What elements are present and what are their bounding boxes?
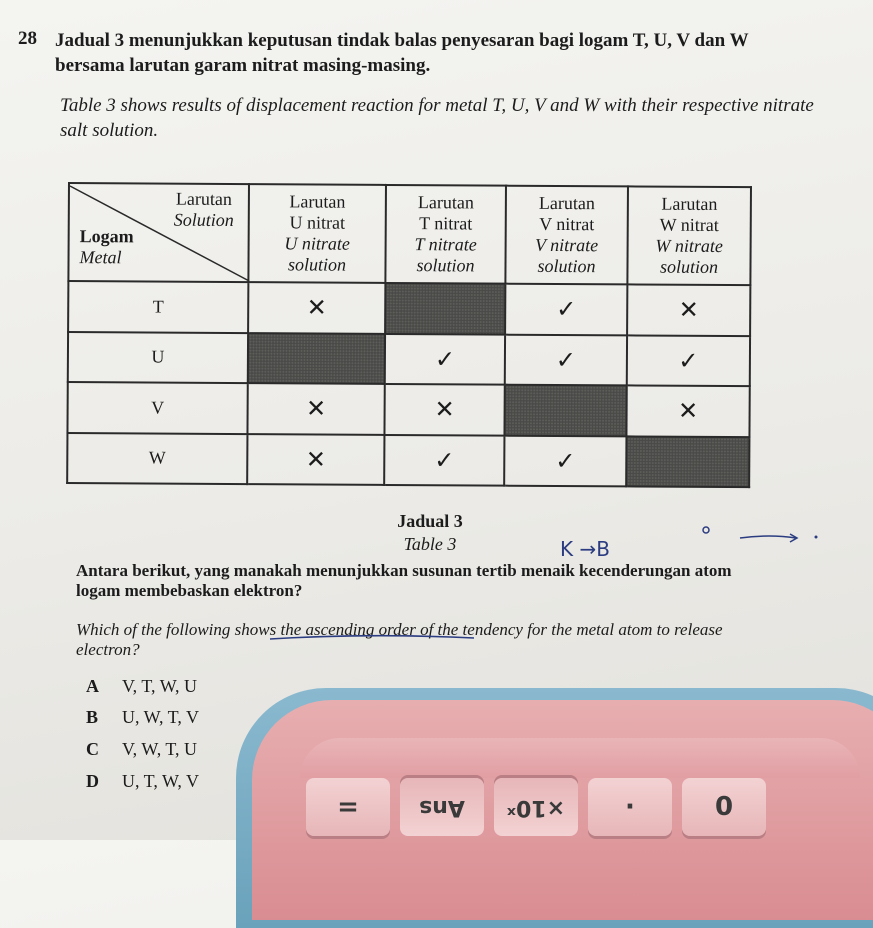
corner-bottom-malay: Logam bbox=[79, 226, 134, 247]
header-line: V nitrate bbox=[534, 234, 599, 256]
result-cell: ✓ bbox=[504, 435, 626, 486]
option-text: V, W, T, U bbox=[122, 739, 198, 759]
header-line: W nitrate bbox=[655, 235, 723, 257]
corner-solution-label bbox=[174, 189, 234, 231]
calculator-band bbox=[300, 738, 860, 778]
table-row bbox=[68, 332, 750, 387]
corner-metal-label bbox=[79, 226, 133, 268]
result-cell: ✓ bbox=[505, 284, 627, 335]
corner-top-english: Solution bbox=[173, 209, 234, 231]
table-caption-malay: Jadual 3 bbox=[397, 511, 463, 531]
header-line: U nitrate bbox=[284, 233, 350, 254]
table-caption-english: Table 3 bbox=[403, 534, 457, 554]
option-letter: A bbox=[86, 676, 99, 696]
handwritten-underline bbox=[268, 631, 478, 643]
corner-cell bbox=[68, 183, 249, 282]
header-line: solution bbox=[416, 255, 475, 276]
header-line: solution bbox=[659, 256, 719, 277]
option-text: U, T, W, V bbox=[122, 771, 200, 791]
result-cell: ✓ bbox=[384, 434, 504, 485]
option-letter: C bbox=[86, 739, 99, 759]
key-equals[interactable]: = bbox=[306, 778, 390, 836]
question-text-malay: Jadual 3 menunjukkan keputusan tindak balas penyesaran bagi logam T, U, V dan W bersama larutan garam nitrat masing-masing. bbox=[55, 30, 749, 76]
corner-bottom-english: Metal bbox=[79, 247, 122, 268]
column-header-v bbox=[505, 186, 628, 285]
row-label: V bbox=[67, 382, 247, 434]
header-line: solution bbox=[287, 254, 347, 275]
column-header-w bbox=[627, 186, 751, 285]
column-header-t bbox=[385, 185, 506, 284]
table-row bbox=[68, 281, 750, 336]
results-table bbox=[66, 182, 752, 488]
row-label: W bbox=[67, 433, 247, 485]
table-row bbox=[67, 382, 749, 437]
header-line: U nitrat bbox=[289, 212, 346, 233]
option-c[interactable] bbox=[86, 739, 197, 760]
result-cell: ✕ bbox=[384, 384, 504, 435]
shaded-cell bbox=[626, 436, 749, 487]
table-header-row bbox=[68, 183, 751, 285]
row-label: T bbox=[68, 281, 248, 333]
shaded-cell bbox=[385, 283, 505, 334]
row-label: U bbox=[68, 332, 248, 384]
result-cell: ✕ bbox=[627, 284, 750, 335]
result-cell: ✕ bbox=[247, 434, 384, 485]
header-line: V nitrat bbox=[539, 213, 595, 235]
option-b[interactable] bbox=[86, 707, 199, 728]
key-exp10[interactable]: ×10ˣ bbox=[494, 778, 578, 836]
shaded-cell bbox=[248, 333, 385, 384]
result-cell: ✓ bbox=[627, 335, 750, 386]
header-line: W nitrat bbox=[659, 214, 719, 235]
ask-text-english: Which of the following shows the ascending order of the tendency for the metal atom to release electron? bbox=[76, 620, 723, 659]
key-zero[interactable]: 0 bbox=[682, 778, 766, 836]
result-cell: ✕ bbox=[248, 282, 385, 333]
result-cell: ✕ bbox=[626, 385, 749, 436]
option-text: U, W, T, V bbox=[122, 707, 200, 727]
result-cell: ✓ bbox=[385, 333, 505, 384]
option-letter: D bbox=[86, 771, 99, 791]
ask-text-malay: Antara berikut, yang manakah menunjukkan susunan tertib menaik kecenderungan atom logam membebaskan elektron? bbox=[76, 561, 732, 600]
handwritten-note: K →B bbox=[560, 537, 610, 561]
header-line: T nitrate bbox=[414, 234, 477, 255]
option-text: V, T, W, U bbox=[122, 676, 198, 696]
header-line: Larutan bbox=[289, 191, 346, 212]
result-cell: ✓ bbox=[505, 334, 627, 385]
column-header-u bbox=[248, 184, 386, 283]
header-line: solution bbox=[537, 255, 596, 277]
key-decimal[interactable]: · bbox=[588, 778, 672, 836]
question-number: 28 bbox=[18, 28, 37, 49]
header-line: Larutan bbox=[538, 192, 595, 214]
option-d[interactable] bbox=[86, 771, 199, 792]
header-line: T nitrat bbox=[419, 213, 473, 234]
shaded-cell bbox=[504, 385, 626, 436]
handwritten-arrow bbox=[700, 522, 830, 544]
key-ans[interactable]: Ans bbox=[400, 778, 484, 836]
header-line: Larutan bbox=[417, 192, 474, 213]
question-text-english: Table 3 shows results of displacement reaction for metal T, U, V and W with their respective nitrate salt solution. bbox=[60, 95, 814, 141]
option-a[interactable] bbox=[86, 676, 197, 697]
table-row bbox=[67, 433, 749, 488]
result-cell: ✕ bbox=[247, 383, 384, 434]
option-letter: B bbox=[86, 707, 99, 727]
header-line: Larutan bbox=[661, 193, 718, 214]
corner-top-malay: Larutan bbox=[175, 188, 232, 210]
